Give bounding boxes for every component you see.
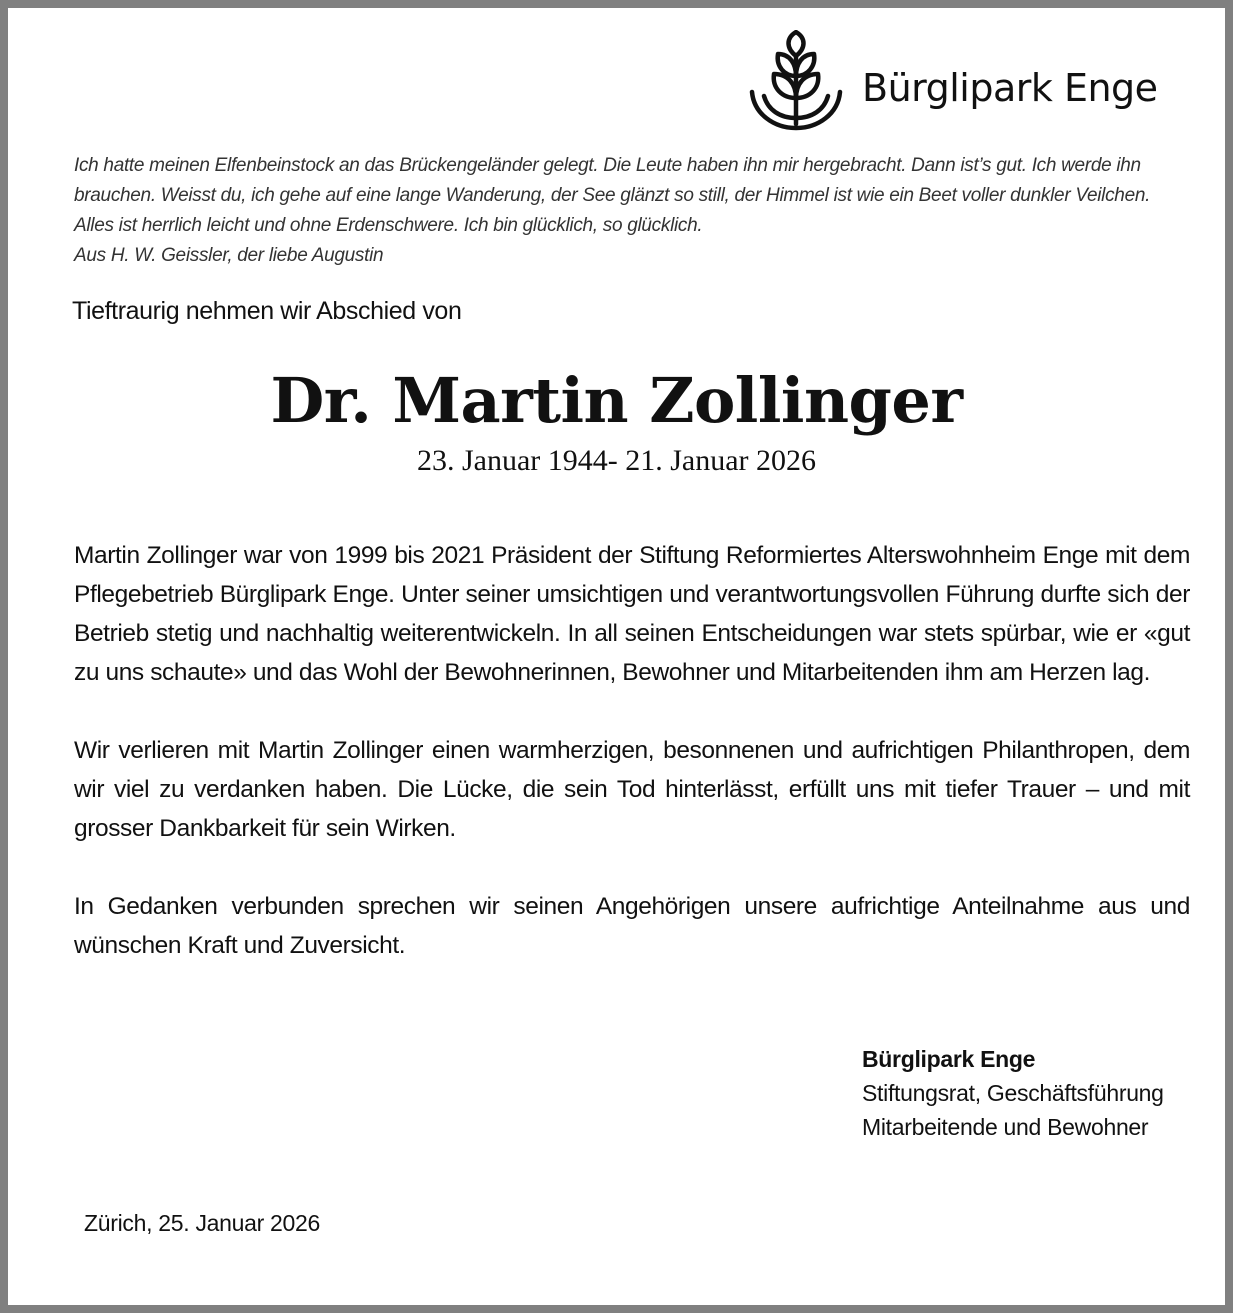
signature-block: [862, 1042, 1164, 1144]
deceased-name: Dr. Martin Zollinger: [270, 364, 963, 437]
sprout-bowl-icon: [744, 30, 848, 132]
epigraph-quote: [74, 151, 1194, 271]
logo: [744, 30, 1204, 140]
quote-line: Ich hatte meinen Elfenbeinstock an das Brückengeländer gelegt. Die Leute haben ihn mir hergebracht. Dann ist’s gut. Ich werde ihn: [74, 155, 1141, 176]
place-date: Zürich, 25. Januar 2026: [84, 1210, 321, 1236]
logo-text: Bürglipark Enge: [862, 66, 1158, 110]
signature-line: Stiftungsrat, Geschäftsführung: [862, 1080, 1164, 1106]
paragraph: Wir verlieren mit Martin Zollinger einen warmherzigen, besonnenen und aufrichtigen Philanthropen, dem wir viel zu verdanken haben. Die Lücke, die sein Tod hinterlässt, erfüllt uns mit tiefer Trauer – und mit grosser Dankbarkeit für sein Wirken.: [74, 737, 1190, 842]
life-dates: 23. Januar 1944- 21. Januar 2026: [416, 444, 817, 477]
paragraph: Martin Zollinger war von 1999 bis 2021 Präsident der Stiftung Reformiertes Alterswohnheim Enge mit dem Pflegebetrieb Bürglipark Enge. Unter seiner umsichtigen und verantwortungsvollen Führung durfte sich der Betrieb stetig und nachhaltig weiterentwickeln. In all seinen Entscheidungen war stets spürbar, wie er «gut zu uns schaute» und das Wohl der Bewohnerinnen, Bewohner und Mitarbeitenden ihm am Herzen lag.: [74, 542, 1190, 686]
quote-source: Aus H. W. Geissler, der liebe Augustin: [74, 245, 384, 266]
quote-line: brauchen. Weisst du, ich gehe auf eine lange Wanderung, der See glänzt so still, der Himmel ist wie ein Beet voller dunkler Veilchen.: [74, 185, 1151, 206]
signature-line: Mitarbeitende und Bewohner: [862, 1114, 1149, 1140]
quote-line: Alles ist herrlich leicht und ohne Erdenschwere. Ich bin glücklich, so glücklich.: [74, 215, 703, 236]
obituary-body: [74, 536, 1190, 1004]
obituary-page: [8, 8, 1225, 1305]
signature-org: Bürglipark Enge: [862, 1046, 1036, 1072]
paragraph: In Gedanken verbunden sprechen wir seinen Angehörigen unsere aufrichtige Anteilnahme aus und wünschen Kraft und Zuversicht.: [74, 893, 1190, 959]
intro-line: Tieftraurig nehmen wir Abschied von: [72, 297, 462, 325]
